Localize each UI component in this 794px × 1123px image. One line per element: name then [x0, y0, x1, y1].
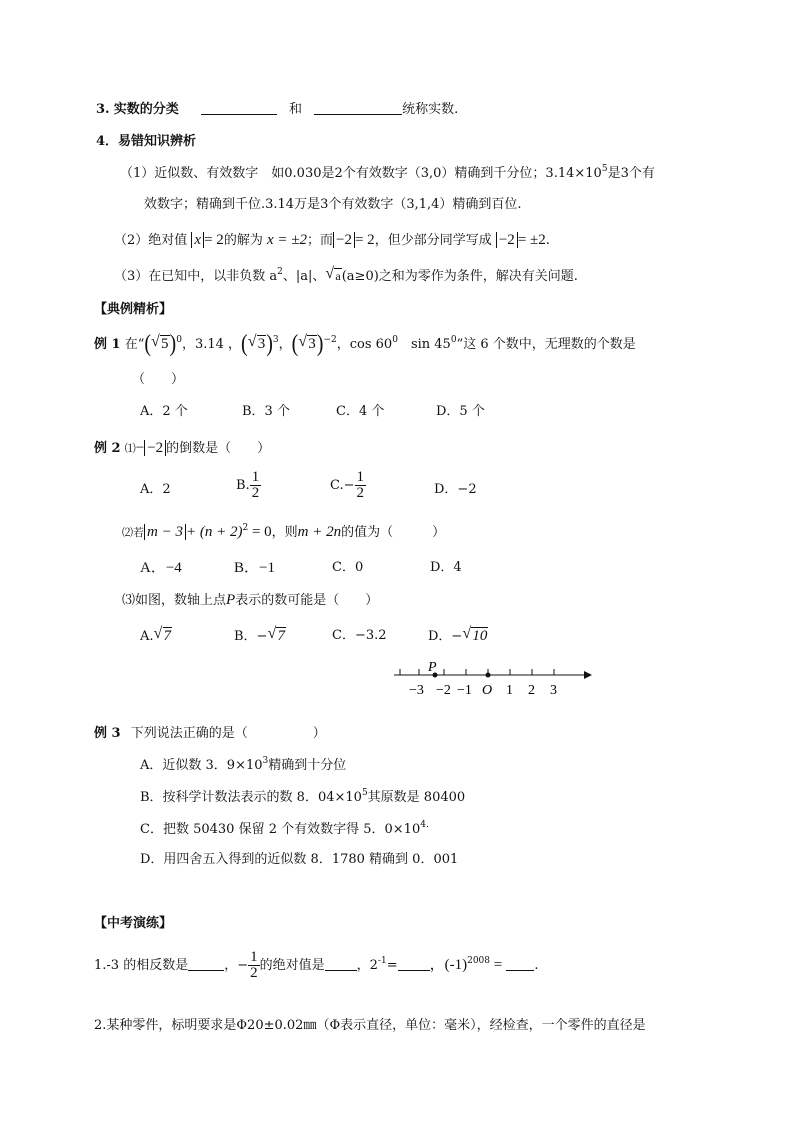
- example-1-text: 在“: [124, 337, 145, 352]
- option-label: C.−: [330, 478, 355, 493]
- sqrt-7: [154, 626, 173, 646]
- exam-1-text: 1.-3 的相反数是: [94, 958, 189, 973]
- example-1-line: 例 1 在“(√ 5)$^0$，3.14 ，(√ 3)$^3$，(√ 3)$^{-2}$，$\cos 60^0$ $\sin 45^0$”这 6 个数中，无理数的个数是: [94, 334, 636, 355]
- sqrt-7: [267, 626, 286, 646]
- answer-blank: [398, 956, 430, 971]
- denominator: 2: [251, 485, 260, 501]
- axis-label: −1: [457, 683, 472, 698]
- axis-label: 1: [506, 683, 513, 698]
- section-examples-heading: 【典例精析】: [94, 302, 173, 317]
- question-text: ，则: [271, 525, 298, 540]
- option-text: 精确到十分位: [268, 758, 347, 773]
- exponent: 4.: [420, 820, 429, 830]
- item-1-line-1: [120, 164, 655, 184]
- ex3-option-d: D．用四舍五入得到的近似数 8．1780 精确到 0．001: [140, 852, 459, 867]
- denominator: 2: [356, 485, 365, 501]
- radicand: 3: [257, 336, 266, 352]
- equation-text: = ±2: [517, 232, 546, 248]
- item-2-line: [114, 230, 550, 251]
- item-3-lead: （3）在已知中，以非负数 a: [114, 269, 278, 284]
- period: .: [534, 958, 539, 973]
- item-2-text: ；而: [306, 233, 333, 248]
- exponent: 3: [272, 335, 279, 345]
- ex3-option-a: [140, 756, 346, 776]
- question-text: 的值为（ ）: [341, 525, 446, 540]
- origin-dot: [486, 673, 491, 678]
- fraction-half: [355, 470, 367, 501]
- ex2-q3-option-d: [428, 626, 488, 647]
- example-2-q3-line: [122, 590, 378, 611]
- option-text: B．按科学计数法表示的数 8．04×10: [140, 790, 362, 805]
- section-4-heading: [96, 132, 196, 152]
- separator-text: ，: [278, 337, 292, 352]
- abs-neg-2-wrong: −2: [496, 232, 518, 248]
- radicand: 10: [472, 628, 488, 644]
- ex1-option-b: B．3 个: [242, 404, 290, 419]
- ex1-option-a: A．2 个: [140, 404, 188, 419]
- sqrt-5: [151, 334, 170, 354]
- question-text: 表示的数可能是（ ）: [235, 593, 379, 608]
- option-label: B.: [236, 478, 250, 493]
- question-number: ⑴: [124, 442, 136, 455]
- exponent: −2: [323, 335, 337, 345]
- cos-text: ，cos 60: [336, 337, 393, 352]
- section-3-line: [96, 100, 458, 120]
- exponent: 5: [361, 788, 368, 798]
- radicand: 5: [161, 336, 169, 352]
- sqrt-3: [298, 334, 317, 354]
- axis-label: 3: [550, 683, 557, 698]
- example-1-paren: （ ）: [132, 372, 185, 387]
- abs-x: x: [191, 232, 204, 248]
- ex2-q2-option-a: A．−4: [140, 560, 182, 576]
- answer-blank: [188, 956, 224, 971]
- option-text: A．近似数 3．9×10: [140, 758, 263, 773]
- ex3-option-b: [140, 788, 465, 808]
- answer-blank: [314, 100, 402, 115]
- section-3-title: 实数的分类: [113, 102, 179, 117]
- example-2-q2-line: [122, 522, 445, 543]
- ex2-q1-option-c: [330, 470, 366, 501]
- item-2-text: ，但少部分同学写成: [374, 233, 492, 248]
- exam-1-text: 的绝对值是: [259, 958, 325, 973]
- axis-label: 2: [528, 683, 535, 698]
- and-text: 和: [289, 102, 303, 117]
- ex1-option-c: C．4 个: [336, 404, 385, 419]
- numerator: 1: [250, 949, 258, 965]
- exam-1-text: ，−: [224, 958, 249, 973]
- sin-text: sin 45: [397, 337, 451, 352]
- section-4-number: 4．: [96, 134, 119, 149]
- point-p-text: P: [428, 660, 437, 675]
- item-3-tail: (a≥0)之和为零作为条件，解决有关问题.: [341, 269, 578, 284]
- ex2-q2-option-b: B．−1: [234, 560, 275, 576]
- abs-m-minus-3: m − 3: [144, 524, 186, 540]
- separator-text: ，3.14 ，: [181, 337, 242, 352]
- ex1-option-d: D．5 个: [436, 404, 485, 419]
- section-4-title: 易错知识辨析: [118, 134, 197, 149]
- equation-text: = 2: [204, 232, 224, 248]
- ex2-q2-option-d: D．4: [430, 560, 462, 575]
- expression: + (n + 2): [185, 524, 243, 540]
- degree: 0: [392, 335, 398, 345]
- minus-sign: −: [135, 440, 145, 456]
- target-expression: m + 2n: [297, 524, 342, 540]
- example-3-text: 下列说法正确的是（ ）: [130, 726, 326, 741]
- number-line-figure: [390, 658, 595, 700]
- section-3-tail: 统称实数.: [402, 102, 459, 117]
- exponent: 2: [277, 267, 283, 277]
- axis-label: −3: [409, 683, 424, 698]
- section-3-number: 3.: [96, 102, 110, 117]
- abs-neg-2: −2: [144, 440, 166, 456]
- sqrt-3: [248, 334, 267, 354]
- exam-1-text: ，(-1): [429, 957, 468, 973]
- ex3-option-c: [140, 820, 429, 840]
- item-2-text: 的解为: [223, 233, 263, 248]
- numerator: 1: [251, 469, 260, 485]
- exponent: 3: [262, 756, 269, 766]
- exponent: -1: [377, 956, 387, 966]
- axis-label: O: [482, 683, 493, 698]
- exam-1-text: =: [490, 957, 503, 973]
- degree: 0: [450, 335, 457, 345]
- exponent: 2008: [467, 956, 490, 966]
- answer-blank: [325, 956, 357, 971]
- exponent: 0: [176, 335, 182, 345]
- question-number: ⑵若: [122, 526, 144, 539]
- ex2-q1-option-b: [236, 470, 261, 501]
- option-label: B．−: [234, 629, 268, 644]
- example-2-q1-line: [94, 438, 270, 459]
- section-exam-heading: 【中考演练】: [94, 916, 173, 931]
- example-1-text-end: ”这 6 个数中，无理数的个数是: [456, 337, 636, 352]
- ex2-q3-option-b: [234, 626, 286, 647]
- exam-1-line: [94, 950, 539, 981]
- fraction-half: [248, 950, 260, 981]
- sqrt-a: [325, 266, 341, 286]
- item-3-line: [114, 266, 578, 287]
- equation-text: = 2: [354, 232, 375, 248]
- numerator: 1: [356, 469, 365, 485]
- exam-1-text: ，2: [356, 958, 378, 973]
- radicand: 7: [163, 628, 172, 644]
- option-label: D．−: [428, 629, 463, 644]
- answer-blank: [201, 100, 277, 115]
- example-3-label: 例 3: [94, 726, 121, 741]
- example-2-label: 例 2: [94, 441, 121, 456]
- ex2-q1-option-a: A．2: [140, 482, 171, 497]
- axis-label: −2: [436, 683, 451, 698]
- item-2-lead: （2）绝对值: [114, 233, 188, 248]
- answer-blank: [506, 956, 534, 971]
- example-3-line: [94, 724, 326, 744]
- exam-2-line: 2.某种零件，标明要求是Φ20±0.02㎜（Φ表示直径，单位：毫米），经检查，一个零件的直径是: [94, 1018, 646, 1033]
- arrow-right-icon: [584, 671, 592, 679]
- solution-text: x = ±2: [266, 232, 307, 248]
- equation-text: = 0: [248, 524, 272, 540]
- item-1-line-2: 效数字；精确到千位.3.14万是3个有效数字（3,1,4）精确到百位.: [144, 197, 522, 212]
- period: .: [545, 233, 550, 248]
- exam-1-text: =: [386, 958, 398, 973]
- sqrt-10: [462, 626, 488, 646]
- item-3-text: 、|a|、: [282, 269, 326, 284]
- exponent: 5: [601, 164, 608, 174]
- ex2-q2-option-c: C．0: [332, 560, 364, 575]
- question-text: 的倒数是（ ）: [166, 441, 271, 456]
- radicand: 3: [308, 336, 316, 352]
- example-1-label: 例 1: [94, 337, 121, 352]
- point-p-label: P: [226, 592, 236, 608]
- option-text: C．把数 50430 保留 2 个有效数字得 5．0×10: [140, 822, 421, 837]
- exponent: 2: [242, 523, 249, 533]
- ex2-q1-option-d: D．−2: [434, 482, 477, 497]
- denominator: 2: [250, 965, 258, 981]
- question-text: ⑶如图，数轴上点: [122, 593, 227, 608]
- item-1-text: （1）近似数、有效数字 如0.030是2个有效数字（3,0）精确到千分位；3.14×10: [120, 166, 602, 181]
- ex2-q3-option-a: [140, 626, 172, 647]
- radicand: 7: [277, 628, 285, 644]
- abs-neg-2: −2: [333, 232, 355, 248]
- fraction-half: [250, 470, 262, 501]
- ex2-q3-option-c: C．−3.2: [332, 628, 387, 643]
- item-1-text-end: 是3个有: [607, 166, 655, 181]
- option-text: 其原数是 80400: [367, 790, 466, 805]
- option-label: A.: [140, 629, 154, 644]
- radicand: a: [335, 269, 341, 283]
